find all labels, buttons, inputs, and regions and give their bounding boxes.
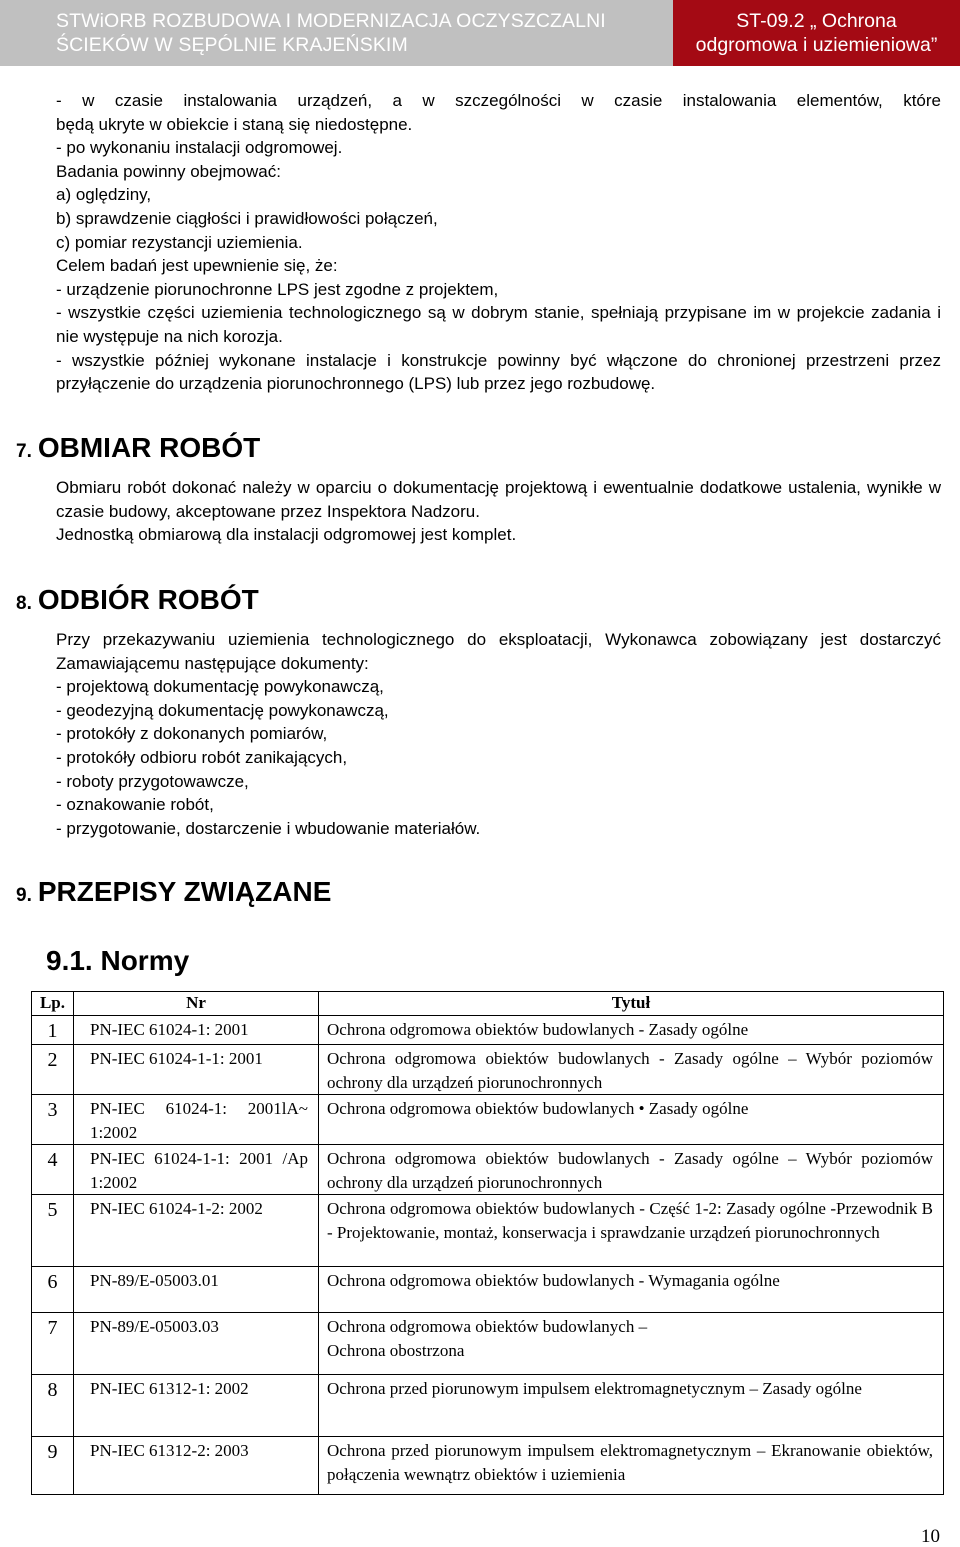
header-project-title — [0, 0, 673, 66]
cell-nr: PN-89/E-05003.01 — [74, 1267, 319, 1313]
cell-title: Ochrona odgromowa obiektów budowlanych • Zasady ogólne — [319, 1095, 944, 1145]
section-9-heading — [16, 876, 331, 912]
cell-title: Ochrona przed piorunowym impulsem elektromagnetycznym – Ekranowanie obiektów, połączenia wewnątrz obiektów i uziemienia — [319, 1437, 944, 1495]
header-spec-code — [673, 0, 960, 66]
cell-lp: 2 — [32, 1045, 74, 1095]
table-row — [32, 1016, 944, 1045]
list-item: - projektową dokumentację powykonawczą, — [56, 677, 384, 697]
cell-title: Ochrona odgromowa obiektów budowlanych - Zasady ogólne — [319, 1016, 944, 1045]
cell-title-line: Ochrona odgromowa obiektów budowlanych – — [327, 1317, 648, 1336]
section-title: ODBIÓR ROBÓT — [37, 584, 259, 615]
cell-title: Ochrona odgromowa obiektów budowlanych - Zasady ogólne – Wybór poziomów ochrony dla urządzeń piorunochronnych — [319, 1045, 944, 1095]
cell-nr: PN-IEC 61312-2: 2003 — [74, 1437, 319, 1495]
table-row — [32, 1375, 944, 1437]
intro-line: a) oględziny, — [56, 185, 152, 205]
intro-text — [56, 89, 941, 396]
cell-title: Ochrona odgromowa obiektów budowlanych - Wymagania ogólne — [319, 1267, 944, 1313]
section-7-heading — [16, 432, 260, 468]
section-number: 7. — [16, 441, 32, 462]
table-row — [32, 1195, 944, 1267]
cell-nr: PN-IEC 61024-1-1: 2001 — [74, 1045, 319, 1095]
cell-lp: 1 — [32, 1016, 74, 1045]
table-row — [32, 1095, 944, 1145]
cell-nr: PN-IEC 61024-1: 2001 — [74, 1016, 319, 1045]
page-header — [0, 0, 960, 66]
column-header-nr: Nr — [74, 992, 319, 1016]
cell-title — [319, 1313, 944, 1375]
table-header-row — [32, 992, 944, 1016]
intro-line: c) pomiar rezystancji uziemienia. — [56, 232, 303, 252]
page-number: 10 — [921, 1526, 940, 1547]
list-item: - geodezyjną dokumentację powykonawczą, — [56, 700, 389, 720]
intro-paragraph: - wszystkie części uziemienia technologicznego są w dobrym stanie, spełniają przypisane im w projekcie zadania i nie występuje na nich korozja. — [56, 303, 941, 346]
header-spec-code-line1: ST-09.2 „ Ochrona — [736, 10, 897, 32]
list-item: - protokóły odbioru robót zanikających, — [56, 747, 348, 767]
section-8-heading — [16, 584, 259, 620]
cell-lp: 7 — [32, 1313, 74, 1375]
cell-title: Ochrona odgromowa obiektów budowlanych - Część 1-2: Zasady ogólne -Przewodnik B - Projektowanie, montaż, konserwacja i sprawdzanie urządzeń piorunochronnych — [319, 1195, 944, 1267]
column-header-title: Tytuł — [319, 992, 944, 1016]
table-row — [32, 1267, 944, 1313]
cell-lp: 3 — [32, 1095, 74, 1145]
section-title: PRZEPISY ZWIĄZANE — [37, 876, 332, 907]
list-item: - przygotowanie, dostarczenie i wbudowanie materiałów. — [56, 818, 481, 838]
intro-line: będą ukryte w obiekcie i staną się niedostępne. — [56, 114, 413, 134]
cell-nr: PN-89/E-05003.03 — [74, 1313, 319, 1375]
header-project-title-line1: STWiORB ROZBUDOWA I MODERNIZACJA OCZYSZCZALNI — [56, 10, 606, 32]
table-row — [32, 1313, 944, 1375]
cell-nr: PN-IEC 61312-1: 2002 — [74, 1375, 319, 1437]
list-item: - oznakowanie robót, — [56, 795, 214, 815]
table-row — [32, 1045, 944, 1095]
intro-line: Badania powinny obejmować: — [56, 161, 281, 181]
cell-lp: 5 — [32, 1195, 74, 1267]
intro-line: b) sprawdzenie ciągłości i prawidłowości połączeń, — [56, 208, 438, 228]
section-7-paragraph: Jednostką obmiarową dla instalacji odgromowej jest komplet. — [56, 525, 517, 545]
section-number: 8. — [16, 593, 32, 614]
cell-title: Ochrona przed piorunowym impulsem elektromagnetycznym – Zasady ogólne — [319, 1375, 944, 1437]
cell-nr: PN-IEC 61024-1-2: 2002 — [74, 1195, 319, 1267]
cell-lp: 9 — [32, 1437, 74, 1495]
cell-nr: PN-IEC 61024-1: 2001lA~ 1:2002 — [74, 1095, 319, 1145]
list-item: - protokóły z dokonanych pomiarów, — [56, 724, 328, 744]
section-7-paragraph: Obmiaru robót dokonać należy w oparciu o dokumentację projektową i ewentualnie dodatkowe ustalenia, wynikłe w czasie budowy, akceptowane przez Inspektora Nadzoru. — [56, 478, 941, 521]
header-spec-code-line2: odgromowa i uziemieniowa” — [695, 34, 938, 56]
cell-title-line: Ochrona obostrzona — [327, 1340, 465, 1360]
intro-line: - w czasie instalowania urządzeń, a w szczególności w czasie instalowania elementów, które — [56, 91, 941, 110]
cell-title: Ochrona odgromowa obiektów budowlanych - Zasady ogólne – Wybór poziomów ochrony dla urządzeń piorunochronnych — [319, 1145, 944, 1195]
cell-lp: 8 — [32, 1375, 74, 1437]
cell-nr: PN-IEC 61024-1-1: 2001 /Ap 1:2002 — [74, 1145, 319, 1195]
column-header-lp: Lp. — [32, 992, 74, 1016]
header-project-title-line2: ŚCIEKÓW W SĘPÓLNIE KRAJEŃSKIM — [56, 34, 408, 56]
intro-line: - urządzenie piorunochronne LPS jest zgodne z projektem, — [56, 279, 499, 299]
section-number: 9. — [16, 885, 32, 906]
section-8-text — [56, 628, 941, 840]
section-7-text — [56, 476, 941, 547]
cell-lp: 4 — [32, 1145, 74, 1195]
intro-line: - po wykonaniu instalacji odgromowej. — [56, 138, 343, 158]
section-title: OBMIAR ROBÓT — [37, 432, 261, 463]
section-8-intro: Przy przekazywaniu uziemienia technologicznego do eksploatacji, Wykonawca zobowiązany jest dostarczyć Zamawiającemu następujące dokumenty: — [56, 630, 941, 673]
list-item: - roboty przygotowawcze, — [56, 771, 249, 791]
cell-lp: 6 — [32, 1267, 74, 1313]
intro-line: Celem badań jest upewnienie się, że: — [56, 256, 338, 276]
subsection-9-1-heading: 9.1. Normy — [46, 945, 190, 976]
intro-paragraph: - wszystkie później wykonane instalacje i konstrukcje powinny być włączone do chronionej przestrzeni przez przyłączenie do urządzenia piorunochronnego (LPS) lub przez jego rozbudowę. — [56, 350, 941, 394]
norms-table — [31, 991, 944, 1495]
table-row — [32, 1437, 944, 1495]
table-row — [32, 1145, 944, 1195]
